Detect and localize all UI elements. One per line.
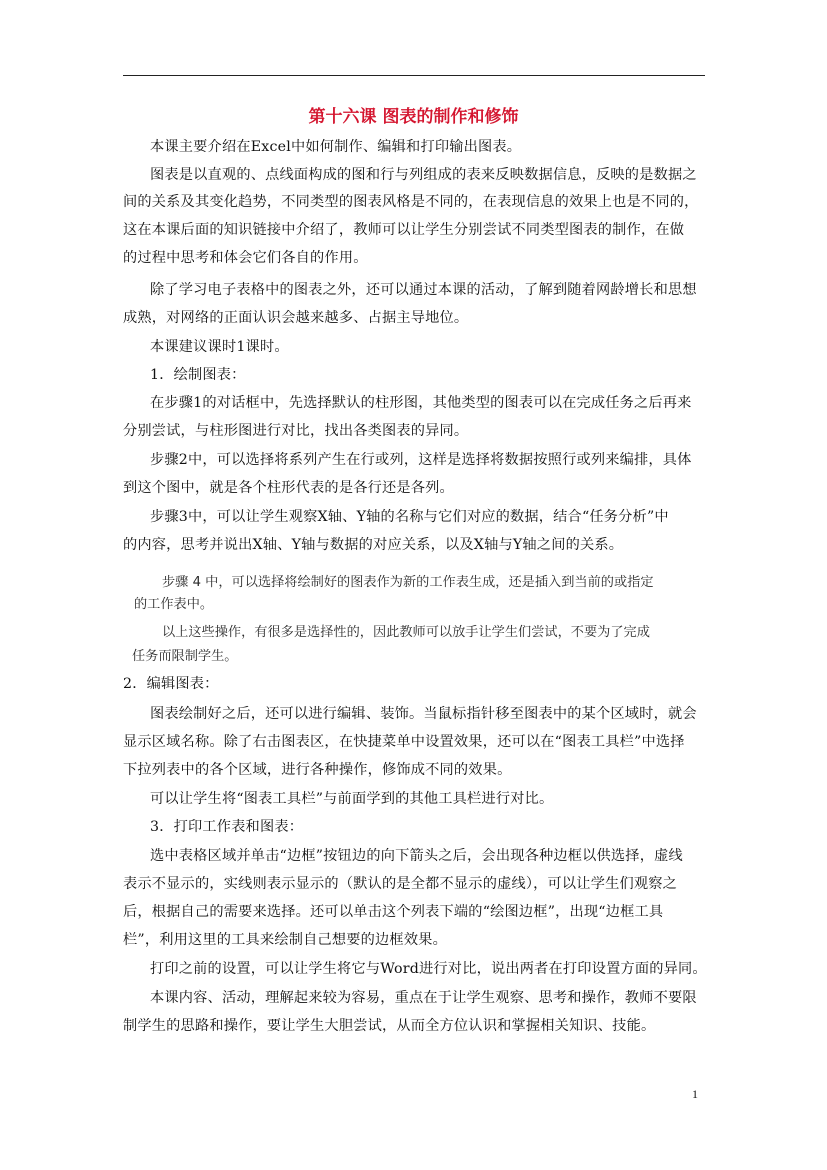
page-title: 第十六课 图表的制作和修饰 <box>308 107 519 127</box>
paragraph-line: 显示区域名称。除了右击图表区，在快捷菜单中设置效果，还可以在“图表工具栏”中选择 <box>123 734 685 750</box>
paragraph-line: 图表绘制好之后，还可以进行编辑、装饰。当鼠标指针移至图表中的某个区域时，就会 <box>150 706 697 722</box>
section-heading: 1．绘制图表： <box>150 367 246 383</box>
scanned-excerpt <box>130 568 690 672</box>
paragraph-line: 这在本课后面的知识链接中介绍了，教师可以让学生分别尝试不同类型图表的制作，在做 <box>123 222 685 238</box>
scanned-line: 以上这些操作，有很多是选择性的，因此教师可以放手让学生们尝试，不要为了完成 <box>162 625 650 640</box>
paragraph-line: 间的关系及其变化趋势，不同类型的图表风格是不同的，在表现信息的效果上也是不同的， <box>123 194 699 210</box>
paragraph-line: 在步骤1的对话框中，先选择默认的柱形图，其他类型的图表可以在完成任务之后再来 <box>150 395 692 411</box>
paragraph-line: 到这个图中，就是各个柱形代表的是各行还是各列。 <box>123 480 454 496</box>
paragraph-line: 的过程中思考和体会它们各自的作用。 <box>123 250 368 266</box>
paragraph-line: 除了学习电子表格中的图表之外，还可以通过本课的活动，了解到随着网龄增长和思想 <box>150 282 697 298</box>
paragraph-line: 本课内容、活动，理解起来较为容易，重点在于让学生观察、思考和操作，教师不要限 <box>150 990 697 1006</box>
paragraph-line: 成熟，对网络的正面认识会越来越多、占据主导地位。 <box>123 310 469 326</box>
paragraph-line: 本课主要介绍在Excel中如何制作、编辑和打印输出图表。 <box>150 139 522 155</box>
paragraph-line: 分别尝试，与柱形图进行对比，找出各类图表的异同。 <box>123 423 469 439</box>
header-rule <box>123 75 705 76</box>
paragraph-line: 选中表格区域并单击“边框”按钮边的向下箭头之后，会出现各种边框以供选择，虚线 <box>150 848 683 864</box>
paragraph-line: 可以让学生将“图表工具栏”与前面学到的其他工具栏进行对比。 <box>150 791 554 807</box>
paragraph-line: 打印之前的设置，可以让学生将它与Word进行对比，说出两者在打印设置方面的异同。 <box>150 961 707 977</box>
scanned-line: 的工作表中。 <box>134 597 214 612</box>
section-heading: 3．打印工作表和图表： <box>150 819 304 835</box>
paragraph-line: 本课建议课时1课时。 <box>150 339 289 355</box>
paragraph-line: 步骤2中，可以选择将系列产生在行或列，这样是选择将数据按照行或列来编排，具体 <box>150 452 692 468</box>
paragraph-line: 表示不显示的，实线则表示显示的（默认的是全都不显示的虚线），可以让学生们观察之 <box>123 876 678 892</box>
paragraph-line: 后，根据自己的需要来选择。还可以单击这个列表下端的“绘图边框”，出现“边框工具 <box>123 904 664 920</box>
paragraph-line: 步骤3中，可以让学生观察X轴、Y轴的名称与它们对应的数据，结合“任务分析”中 <box>150 509 669 525</box>
page-number: 1 <box>692 1087 698 1101</box>
scanned-line: 任务而限制学生。 <box>132 649 238 664</box>
paragraph-line: 栏”，利用这里的工具来绘制自己想要的边框效果。 <box>123 932 447 948</box>
scanned-line: 步骤 4 中，可以选择将绘制好的图表作为新的工作表生成，还是插入到当前的或指定 <box>162 575 654 590</box>
paragraph-line: 制学生的思路和操作，要让学生大胆尝试，从而全方位认识和掌握相关知识、技能。 <box>123 1018 656 1034</box>
paragraph-line: 下拉列表中的各个区域，进行各种操作，修饰成不同的效果。 <box>123 762 512 778</box>
paragraph-line: 的内容，思考并说出X轴、Y轴与数据的对应关系，以及X轴与Y轴之间的关系。 <box>123 537 624 553</box>
paragraph-line: 图表是以直观的、点线面构成的图和行与列组成的表来反映数据信息，反映的是数据之 <box>150 167 697 183</box>
section-heading: 2．编辑图表： <box>123 676 219 692</box>
